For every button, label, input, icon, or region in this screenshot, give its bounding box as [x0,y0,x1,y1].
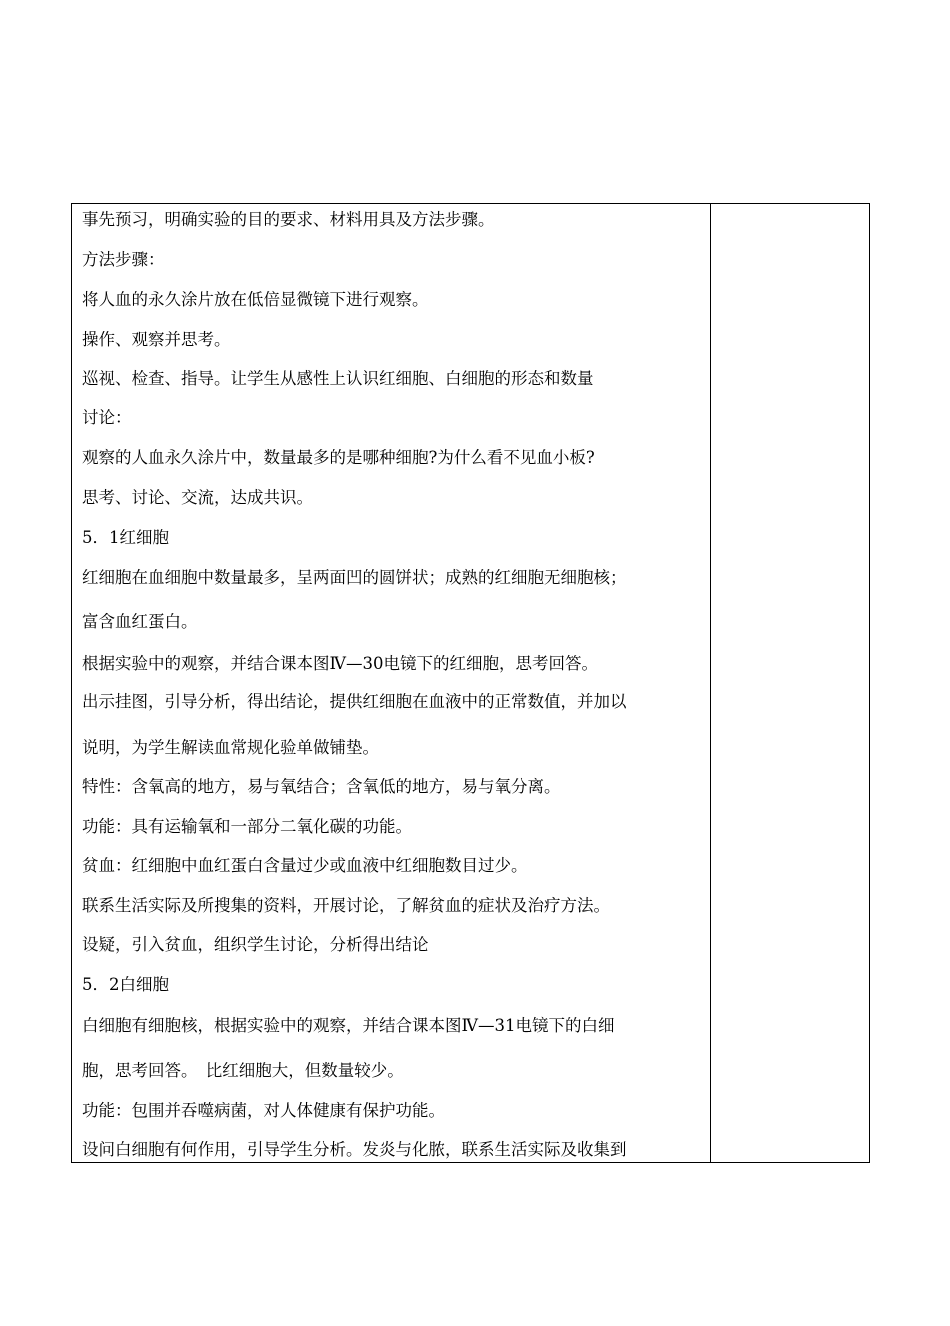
text-line: 事先预习，明确实验的目的要求、材料用具及方法步骤。 [82,210,495,229]
text-line: 思考、讨论、交流，达成共识。 [82,488,313,507]
text-line: 方法步骤： [82,250,165,269]
text-line: 将人血的永久涂片放在低倍显微镜下进行观察。 [82,290,429,309]
text-line: 操作、观察并思考。 [82,330,231,349]
text-line: 巡视、检查、指导。让学生从感性上认识红细胞、白细胞的形态和数量 [82,369,594,388]
text-line: 观察的人血永久涂片中，数量最多的是哪种细胞?为什么看不见血小板? [82,448,595,467]
text-line: 说明，为学生解读血常规化验单做铺垫。 [82,738,379,757]
text-line: 出示挂图，引导分析，得出结论，提供红细胞在血液中的正常数值，并加以 [82,692,627,711]
text-line: 贫血：红细胞中血红蛋白含量过少或血液中红细胞数目过少。 [82,856,528,875]
section-heading-red-cells: 5．1红细胞 [82,528,169,547]
text-line: 设问白细胞有何作用，引导学生分析。发炎与化脓，联系生活实际及收集到 [82,1140,627,1159]
text-line: 根据实验中的观察，并结合课本图Ⅳ—30电镜下的红细胞，思考回答。 [82,654,598,673]
text-line: 特性：含氧高的地方，易与氧结合；含氧低的地方，易与氧分离。 [82,777,561,796]
text-line: 功能：包围并吞噬病菌，对人体健康有保护功能。 [82,1101,445,1120]
text-line: 功能：具有运输氧和一部分二氧化碳的功能。 [82,817,412,836]
content-cell [72,204,711,1162]
text-line: 设疑，引入贫血，组织学生讨论，分析得出结论 [82,935,429,954]
text-line: 联系生活实际及所搜集的资料，开展讨论，了解贫血的症状及治疗方法。 [82,896,610,915]
lesson-table [71,203,870,1163]
text-line: 白细胞有细胞核，根据实验中的观察，并结合课本图Ⅳ—31电镜下的白细 [82,1016,615,1035]
section-heading-white-cells: 5．2白细胞 [82,975,169,994]
text-line: 富含血红蛋白。 [82,612,198,631]
text-line: 讨论： [82,408,132,427]
text-line: 胞，思考回答。 比红细胞大，但数量较少。 [82,1061,404,1080]
notes-cell [711,204,869,1162]
text-line: 红细胞在血细胞中数量最多，呈两面凹的圆饼状；成熟的红细胞无细胞核； [82,568,627,587]
